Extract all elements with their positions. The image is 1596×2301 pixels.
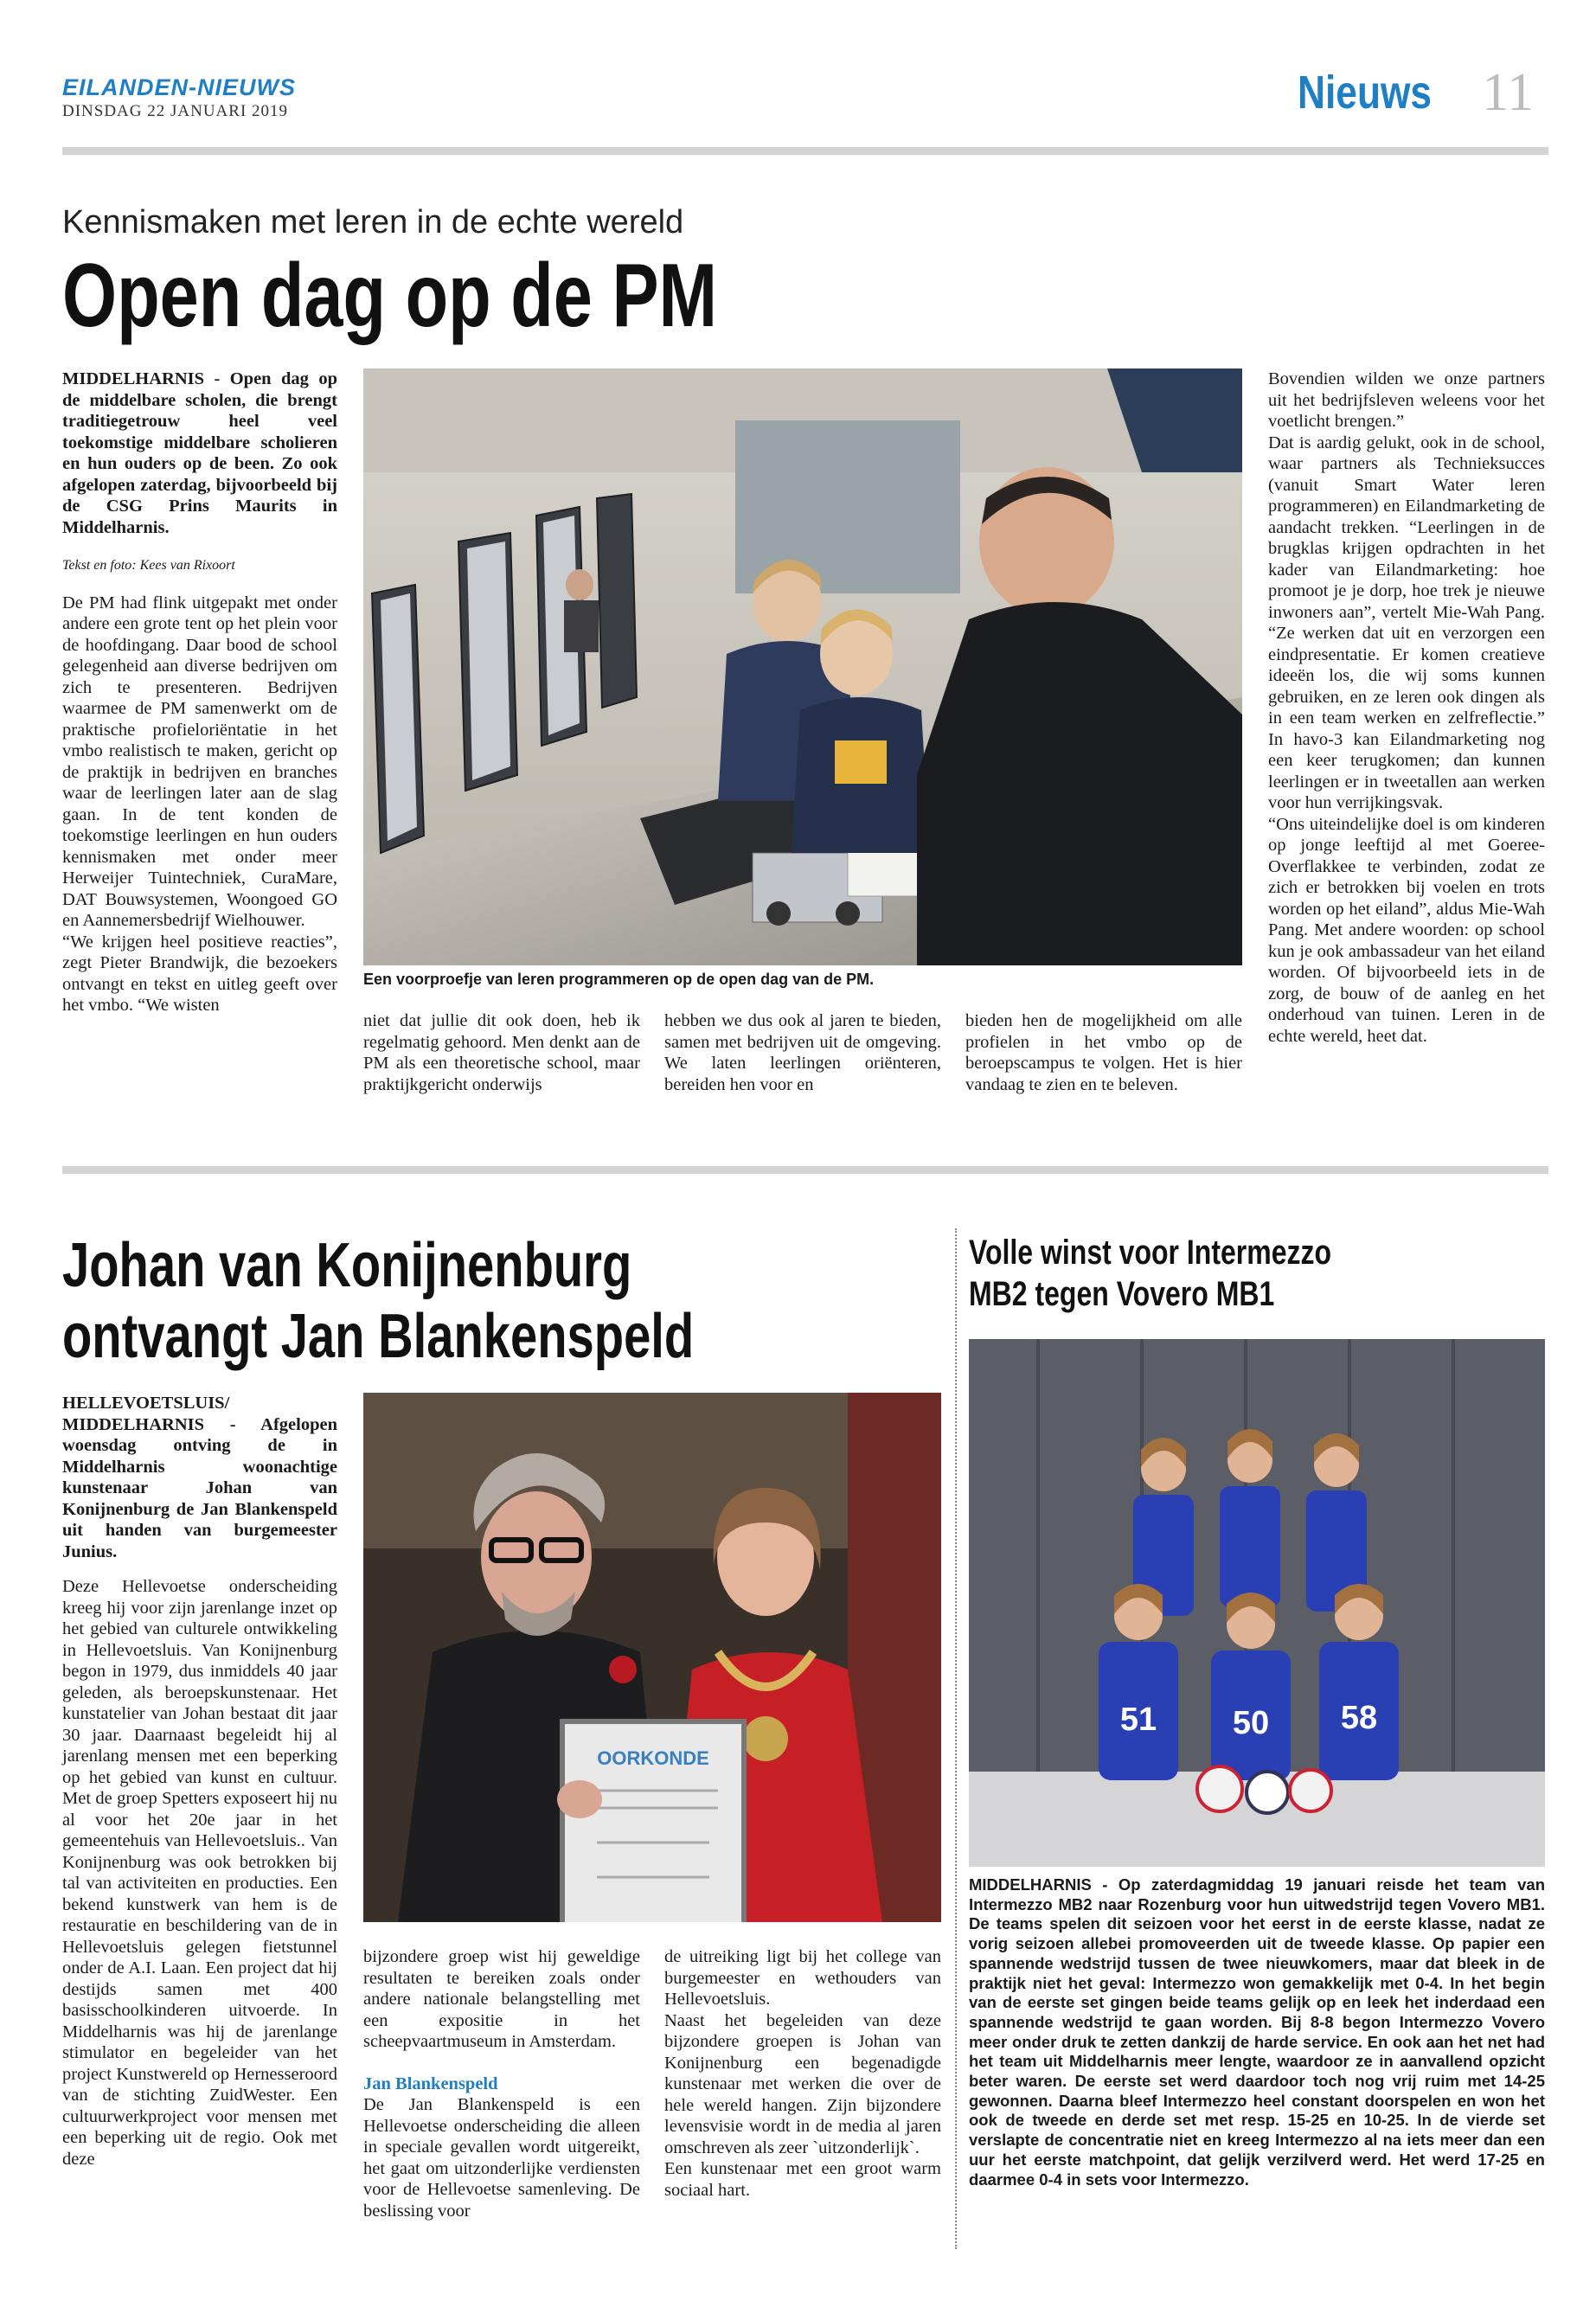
- issue-date: DINSDAG 22 JANUARI 2019: [62, 102, 289, 120]
- article1-lead: MIDDELHARNIS - Open dag op de middelbare scholen, die brengt traditiegetrouw heel veel toekomstige middelbare scholieren en hun ouders op de been. Zo ook afgelopen zaterdag, bijvoorbeeld bij de CSG Prins Maurits in Middelharnis.: [62, 369, 337, 537]
- article1-col1-text: De PM had flink uitgepakt met onder andere een grote tent op het plein voor de hoofdingang. Daar bood de school gelegenheid aan diverse bedrijven om zich te presenteren. Bedrijven waarmee de PM samenwerkt om de praktische profieloriëntatie in het vmbo realistisch te maken, gericht op de praktijk in bedrijven en branches waar de leerlingen later aan de slag gaan. In de tent konden de toekomstige leerlingen en hun ouders kennismaken met onder meer Herweijer Tuintechniek, CuraMare, DAT Bouwsystemen, Woongoed GO en Aannemersbedrijf Wielhouwer.: [62, 593, 337, 930]
- article1-col5: [1268, 369, 1545, 1047]
- classroom-illustration: [363, 369, 1242, 965]
- masthead: EILANDEN-NIEUWS: [62, 74, 296, 100]
- article1-col1-text-b: “We krijgen heel positieve reacties”, zegt Pieter Brandwijk, die bezoekers ontvangt en tekst en uitleg geeft over het vmbo. “We wisten: [62, 932, 337, 1015]
- article2-lead: HELLEVOETSLUIS/ MIDDELHARNIS - Afgelopen woensdag ontving de in Middelharnis woonachtige kunstenaar Johan van Konijnenburg de Jan Blankenspeld uit handen van burgemeester Junius.: [62, 1394, 337, 1561]
- article2-col3-b: Naast het begeleiden van deze bijzondere groepen is Johan van Konijnenburg een begenadigde kunstenaar met werken die over de hele wereld hangen. Zijn bijzondere levensvisie wordt in de media al jaren omschreven als zeer `uitzonderlijk`.: [664, 2010, 941, 2157]
- article3-body: MIDDELHARNIS - Op zaterdagmiddag 19 januari reisde het team van Intermezzo MB2 naar Rozenburg voor hun uitwedstrijd tegen Vovero MB1. De teams spelen dit seizoen voor het eerst in de eerste klasse, nadat ze vorig seizoen allebei promoveerden uit de tweede klasse. Op papier een spannende wedstrijd tussen de twee nieuwkomers, maar dat bleek in de praktijk niet het geval: Intermezzo won gemakkelijk met 0-4. In het begin van de eerste set gingen beide teams gelijk op en leek het inderdaad een spannende wedstrijd te gaan worden. Bij 8-8 begon Intermezzo Vovero meer onder druk te zetten dankzij de harde service. En ook aan het net had het team uit Middelharnis meer lengte, waardoor ze in aanvallend opzicht beter waren. De eerste set werd daardoor toch nog vrij ruim met 14-25 gewonnen. Daarna bleef Intermezzo heel constant doorspelen en won het ook de tweede en derde set met resp. 15-25 en 10-25. In de vierde set verslapte de concentratie niet en kreeg Intermezzo al na iets meer dan een uur het eerste matchpoint, dat gelijk verzilverd werd. Het werd 17-25 en daarmee 0-4 in sets voor Intermezzo.: [969, 1875, 1545, 2189]
- article1-col5-a: Bovendien wilden we onze partners uit het bedrijfsleven weleens voor het voetlicht brengen.”: [1268, 369, 1545, 431]
- article2-col2: [363, 1946, 640, 2221]
- article1-credit: Tekst en foto: Kees van Rixoort: [62, 558, 235, 573]
- article1-headline: Open dag op de PM: [62, 246, 718, 346]
- article1-col1: [62, 369, 337, 1016]
- article2-headline-line1: Johan van Konijnenburg: [62, 1231, 632, 1300]
- article1-col5-b: Dat is aardig gelukt, ook in de school, waar partners als Technieksucces (vanuit Smart Water leren programmeren) en Eilandmarketing de aandacht trekken. “Leerlingen in de brugklas krijgen opdrachten in het kader van Eilandmarketing: hoe promoot je je dorp, hoe trek je nieuwe inwoners aan”, vertelt Mie-Wah Pang. “Ze werken dat uit en verzorgen een eindpresentatie. Er komen creatieve ideeën los, die wij soms kunnen gebruiken, en ze leren ook dingen als in een team werken en zelfreflectie.” In havo-3 kan Eilandmarketing nog een keer terugkomen; dan kunnen leerlingen er in tweetallen aan werken voor hun verrijkingsvak.: [1268, 433, 1545, 812]
- section-name: Nieuws: [1297, 67, 1432, 119]
- article2-col1: [62, 1393, 337, 2170]
- article2-col3-c: Een kunstenaar met een groot warm sociaal hart.: [664, 2159, 941, 2200]
- article2-col2-a: bijzondere groep wist hij geweldige resultaten te bereiken zoals onder andere nationale belangstelling met een expositie in het scheepvaartmuseum in Amsterdam.: [363, 1947, 640, 2051]
- column-separator: [955, 1228, 957, 2249]
- article2-col2-b: De Jan Blankenspeld is een Hellevoetse onderscheiding die alleen in speciale gevallen wordt uitgereikt, het gaat om uitzonderlijke verdiensten voor de Hellevoetse samenleving. De beslissing voor: [363, 2095, 640, 2221]
- article3-headline: Volle winst voor Intermezzo MB2 tegen Vovero MB1: [969, 1234, 1332, 1313]
- certificate-title: OORKONDE: [597, 1747, 709, 1769]
- article1-col5-c: “Ons uiteindelijke doel is om kinderen op jonge leeftijd al met Goeree-Overflakkee te verbinden, zodat ze zich er betrokken bij voelen en trots worden op het eiland”, aldus Mie-Wah Pang. Met andere woorden: op school kun je ook ambassadeur van het eiland worden. Of bijvoorbeeld iets in de zorg, de bouw of de aanleg en het onderhoud van tuinen. Leren in de echte wereld, heet dat.: [1268, 814, 1545, 1046]
- article2-subhead: Jan Blankenspeld: [363, 2073, 498, 2093]
- award-photo: [363, 1393, 941, 1922]
- header-rule: [62, 147, 1548, 155]
- article2-headline: [62, 1230, 694, 1372]
- article-divider-rule: [62, 1166, 1548, 1174]
- award-illustration: [363, 1393, 941, 1922]
- jersey-number-1: 51: [1119, 1702, 1157, 1738]
- team-illustration: [969, 1339, 1545, 1867]
- article1-kicker: Kennismaken met leren in de echte wereld: [62, 204, 684, 240]
- team-photo: [969, 1339, 1545, 1867]
- article1-photo-caption: Een voorproefje van leren programmeren op de open dag van de PM.: [363, 971, 875, 988]
- jersey-number-2: 50: [1232, 1705, 1270, 1741]
- jersey-number-3: 58: [1340, 1700, 1378, 1736]
- article2-col3-a: de uitreiking ligt bij het college van burgemeester en wethouders van Hellevoetsluis.: [664, 1947, 941, 2009]
- article2-col1-text: Deze Hellevoetse onderscheiding kreeg hij voor zijn jarenlange inzet op het gebied van culturele ontwikkeling in Hellevoetsluis. Van Konijnenburg begon in 1979, dus inmiddels 40 jaar geleden, als beroepskunstenaar. Het kunstatelier van Johan bestaat dit jaar 30 jaar. Daarnaast begeleidt hij al jarenlang mensen met een beperking op het gebied van kunst en cultuur. Met de groep Spetters exposeert hij nu al voor het 20e jaar in het gemeentehuis van Hellevoetsluis.. Van Konijnenburg was ook betrokken bij tal van activiteiten en producties. Een bekend kunstwerk van hem is de restauratie en beschildering van de in Hellevoetsluis gelegen fietstunnel onder de A.I. Laan. Een project dat hij destijds samen met 400 basisschoolkinderen uitvoerde. In Middelharnis was hij de jarenlange stimulator en begeleider van het project Kunstwereld op Hernesseroord van de stichting ZuidWester. Een cultuurwerkproject voor mensen met een beperking uit de regio. Ook met deze: [62, 1577, 337, 2169]
- article2-headline-line2: ontvangt Jan Blankenspeld: [62, 1302, 695, 1371]
- article1-col2: niet dat jullie dit ook doen, heb ik regelmatig gehoord. Men denkt aan de PM als een theoretische school, maar praktijkgericht onderwijs: [363, 1011, 640, 1094]
- article2-col3: [664, 1946, 941, 2201]
- open-day-photo: [363, 369, 1242, 965]
- article1-col4: bieden hen de mogelijkheid om alle profielen in het vmbo op de beroepscampus te volgen. Het is hier vandaag te zien en te beleven.: [965, 1011, 1242, 1094]
- page-number: 11: [1482, 63, 1534, 122]
- article1-col3: hebben we dus ook al jaren te bieden, samen met bedrijven uit de omgeving. We laten leerlingen oriënteren, bereiden hen voor en: [664, 1011, 941, 1094]
